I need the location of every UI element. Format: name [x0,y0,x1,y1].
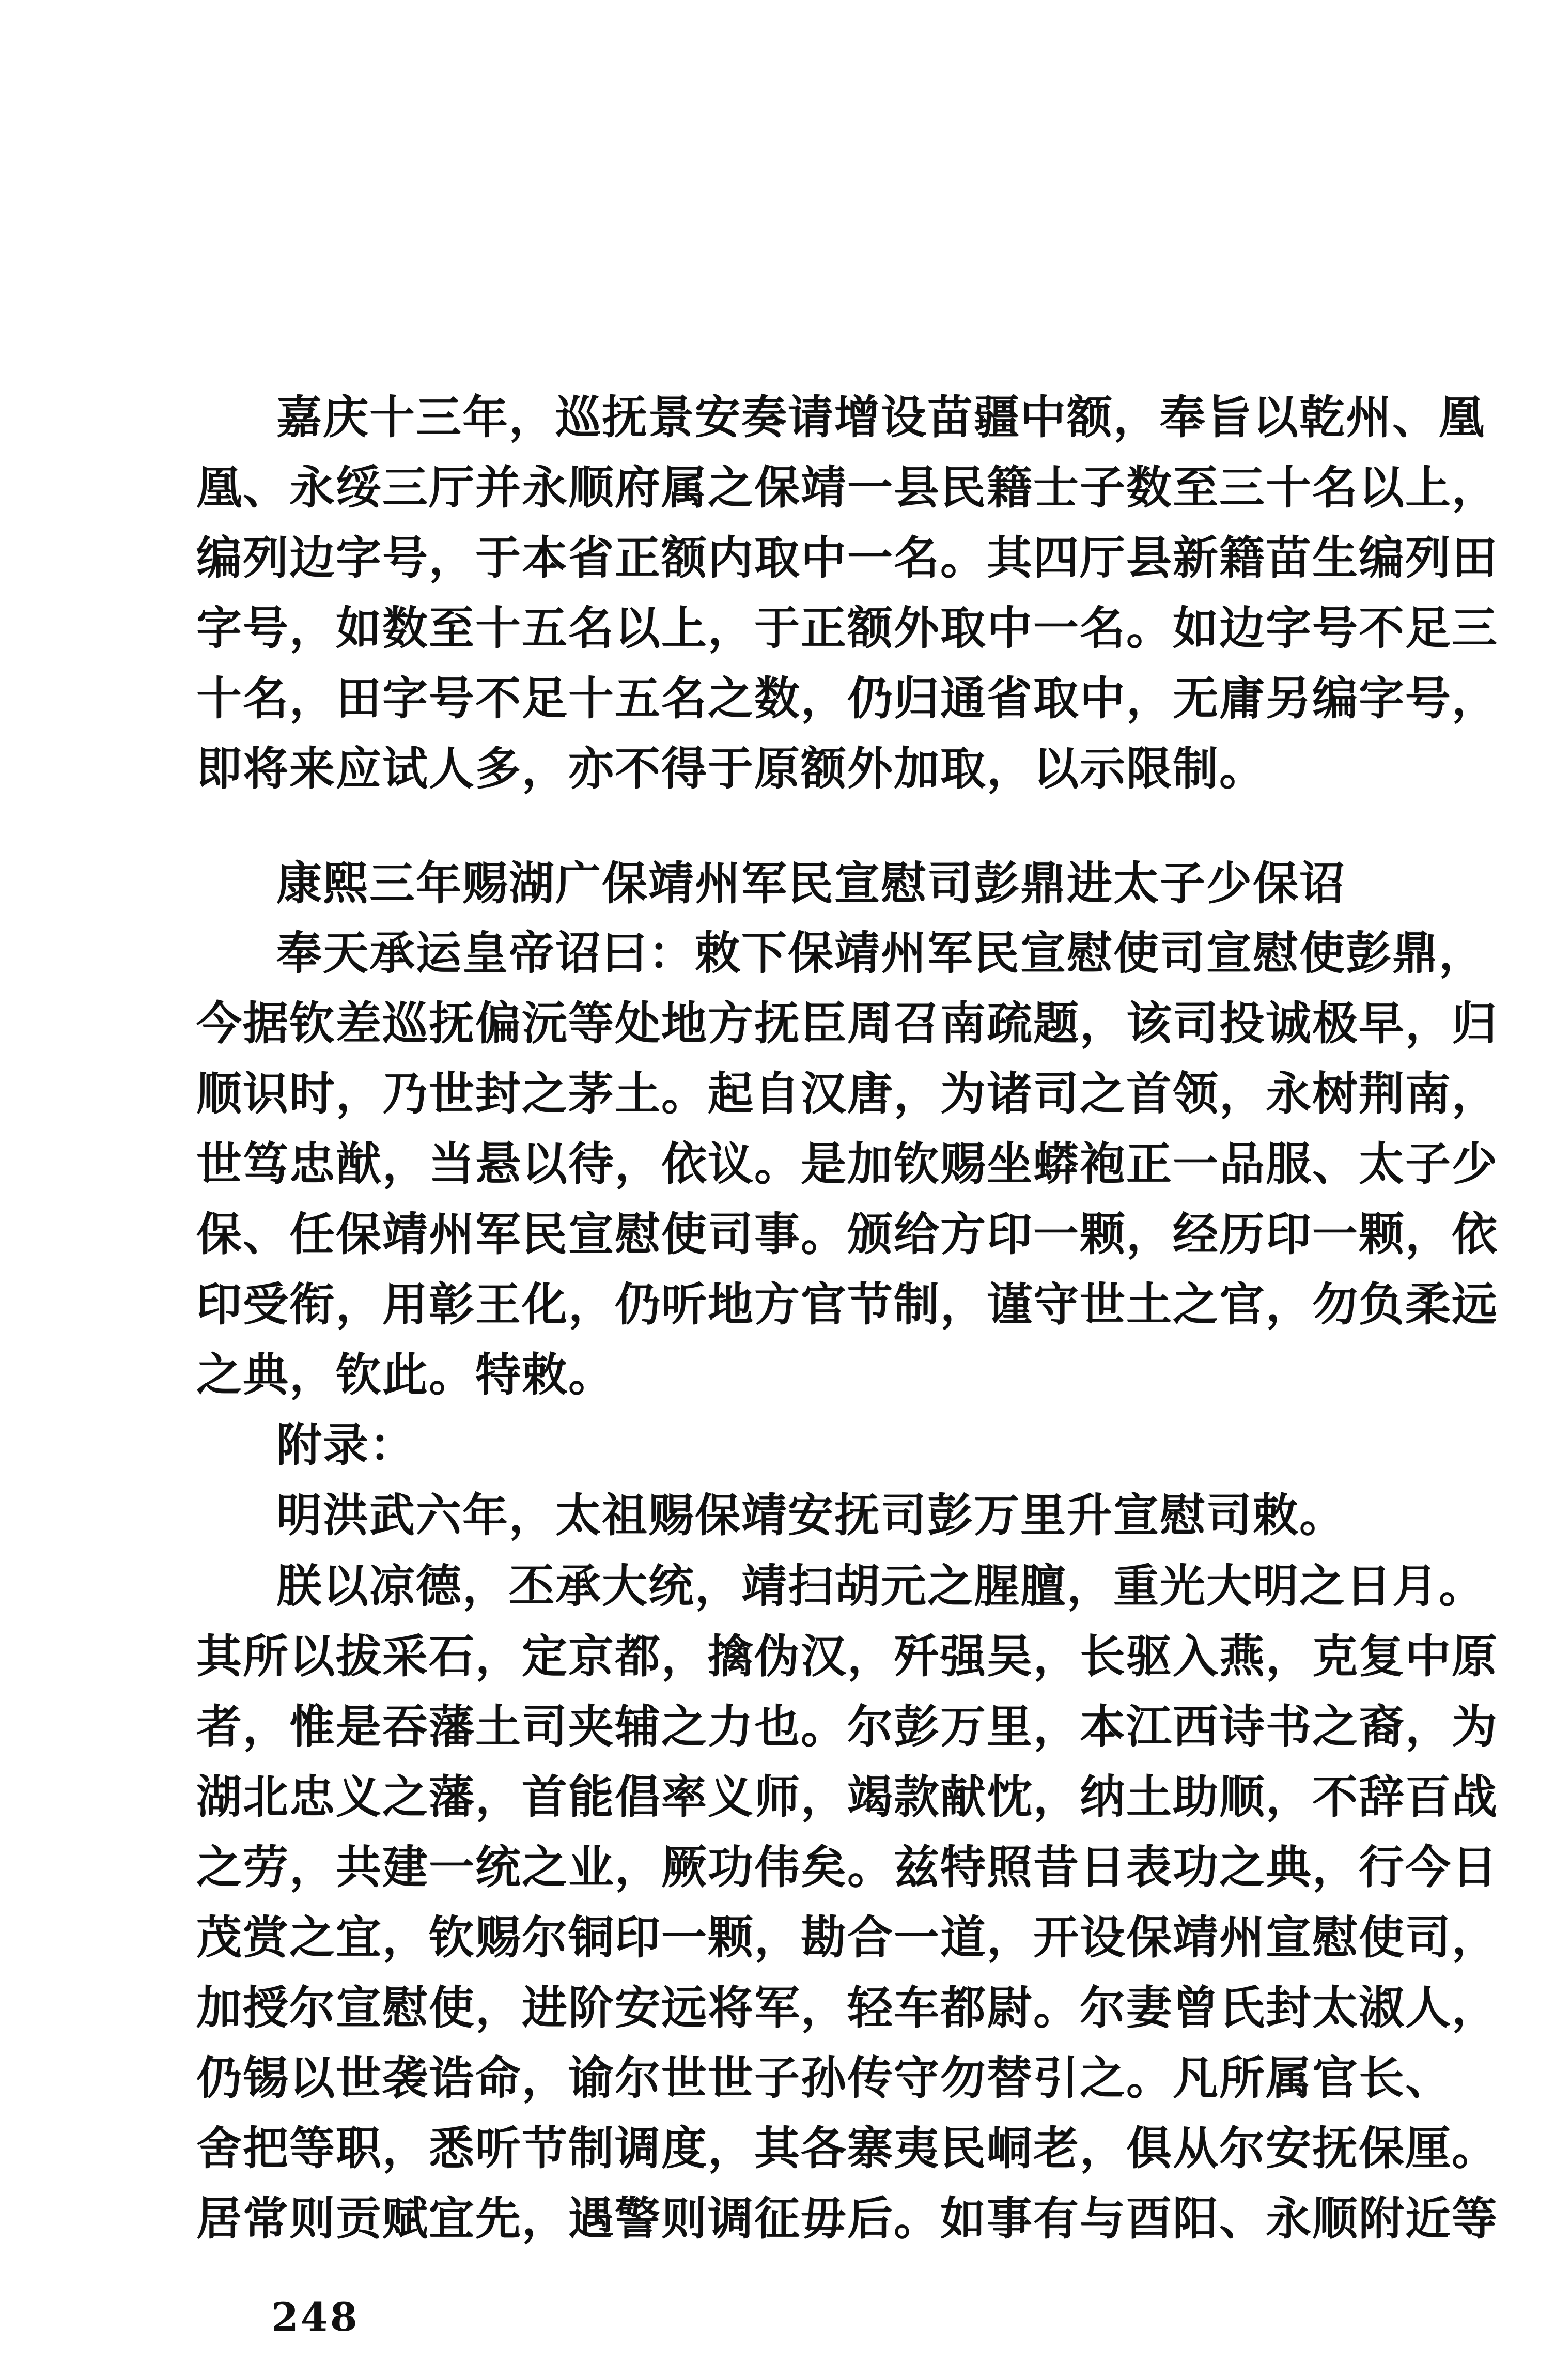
section1-line-4: 字号，如数至十五名以上，于正额外取中一名。如边字号不足三 [196,601,1499,655]
appendix-line-1: 朕以凉德，丕承大统，靖扫胡元之腥膻，重光大明之日月。 [276,1559,1486,1613]
appendix-heading: 明洪武六年，太祖赐保靖安抚司彭万里升宣慰司敕。 [276,1488,1346,1542]
appendix-line-8: 仍锡以世袭诰命，谕尔世世子孙传守勿替引之。凡所属官长、 [196,2051,1452,2105]
section2-line-4: 世笃忠猷，当悬以待，依议。是加钦赐坐蟒袍正一品服、太子少 [196,1137,1499,1191]
section2-line-7: 之典，钦此。特敕。 [196,1348,615,1401]
page-number: 248 [271,2294,360,2340]
appendix-line-4: 湖北忠义之藩，首能倡率义师，竭款献忱，纳土助顺，不辞百战 [196,1770,1499,1823]
section1-line-3: 编列边字号，于本省正额内取中一名。其四厅县新籍苗生编列田 [196,531,1499,584]
appendix-line-9: 舍把等职，悉听节制调度，其各寨夷民峒老，俱从尔安抚保厘。 [196,2121,1499,2175]
section1-line-1: 嘉庆十三年，巡抚景安奏请增设苗疆中额，奉旨以乾州、凰 [276,390,1486,444]
appendix-line-7: 加授尔宣慰使，进阶安远将军，轻车都尉。尔妻曾氏封太淑人， [196,1981,1499,2034]
appendix-line-3: 者，惟是吞藩土司夹辅之力也。尔彭万里，本江西诗书之裔，为 [196,1699,1499,1753]
section2-line-1: 奉天承运皇帝诏曰：敕下保靖州军民宣慰使司宣慰使彭鼎， [276,926,1486,980]
appendix-line-10: 居常则贡赋宜先，遇警则调征毋后。如事有与酉阳、永顺附近等 [196,2191,1499,2245]
section1-line-6: 即将来应试人多，亦不得于原额外加取，以示限制。 [196,741,1266,795]
section2-title: 康熙三年赐湖广保靖州军民宣慰司彭鼎进太子少保诏 [276,856,1346,910]
appendix-line-5: 之劳，共建一统之业，厥功伟矣。兹特照昔日表功之典，行今日 [196,1840,1499,1894]
section1-line-5: 十名，田字号不足十五名之数，仍归通省取中，无庸另编字号， [196,671,1499,725]
section2-line-3: 顺识时，乃世封之茅土。起自汉唐，为诸司之首领，永树荆南， [196,1067,1499,1120]
section2-line-6: 印受衔，用彰王化，仍听地方官节制，谨守世土之官，勿负柔远 [196,1277,1499,1331]
appendix-label: 附录： [276,1418,416,1472]
section2-line-2: 今据钦差巡抚偏沅等处地方抚臣周召南疏题，该司投诚极早，归 [196,996,1499,1050]
appendix-line-6: 茂赏之宜，钦赐尔铜印一颗，勘合一道，开设保靖州宣慰使司， [196,1910,1499,1964]
appendix-line-2: 其所以拔采石，定京都，擒伪汉，歼强吴，长驱入燕，克复中原 [196,1629,1499,1683]
section2-line-5: 保、任保靖州军民宣慰使司事。颁给方印一颗，经历印一颗，依 [196,1207,1499,1261]
section1-line-2: 凰、永绥三厅并永顺府属之保靖一县民籍士子数至三十名以上， [196,460,1499,514]
